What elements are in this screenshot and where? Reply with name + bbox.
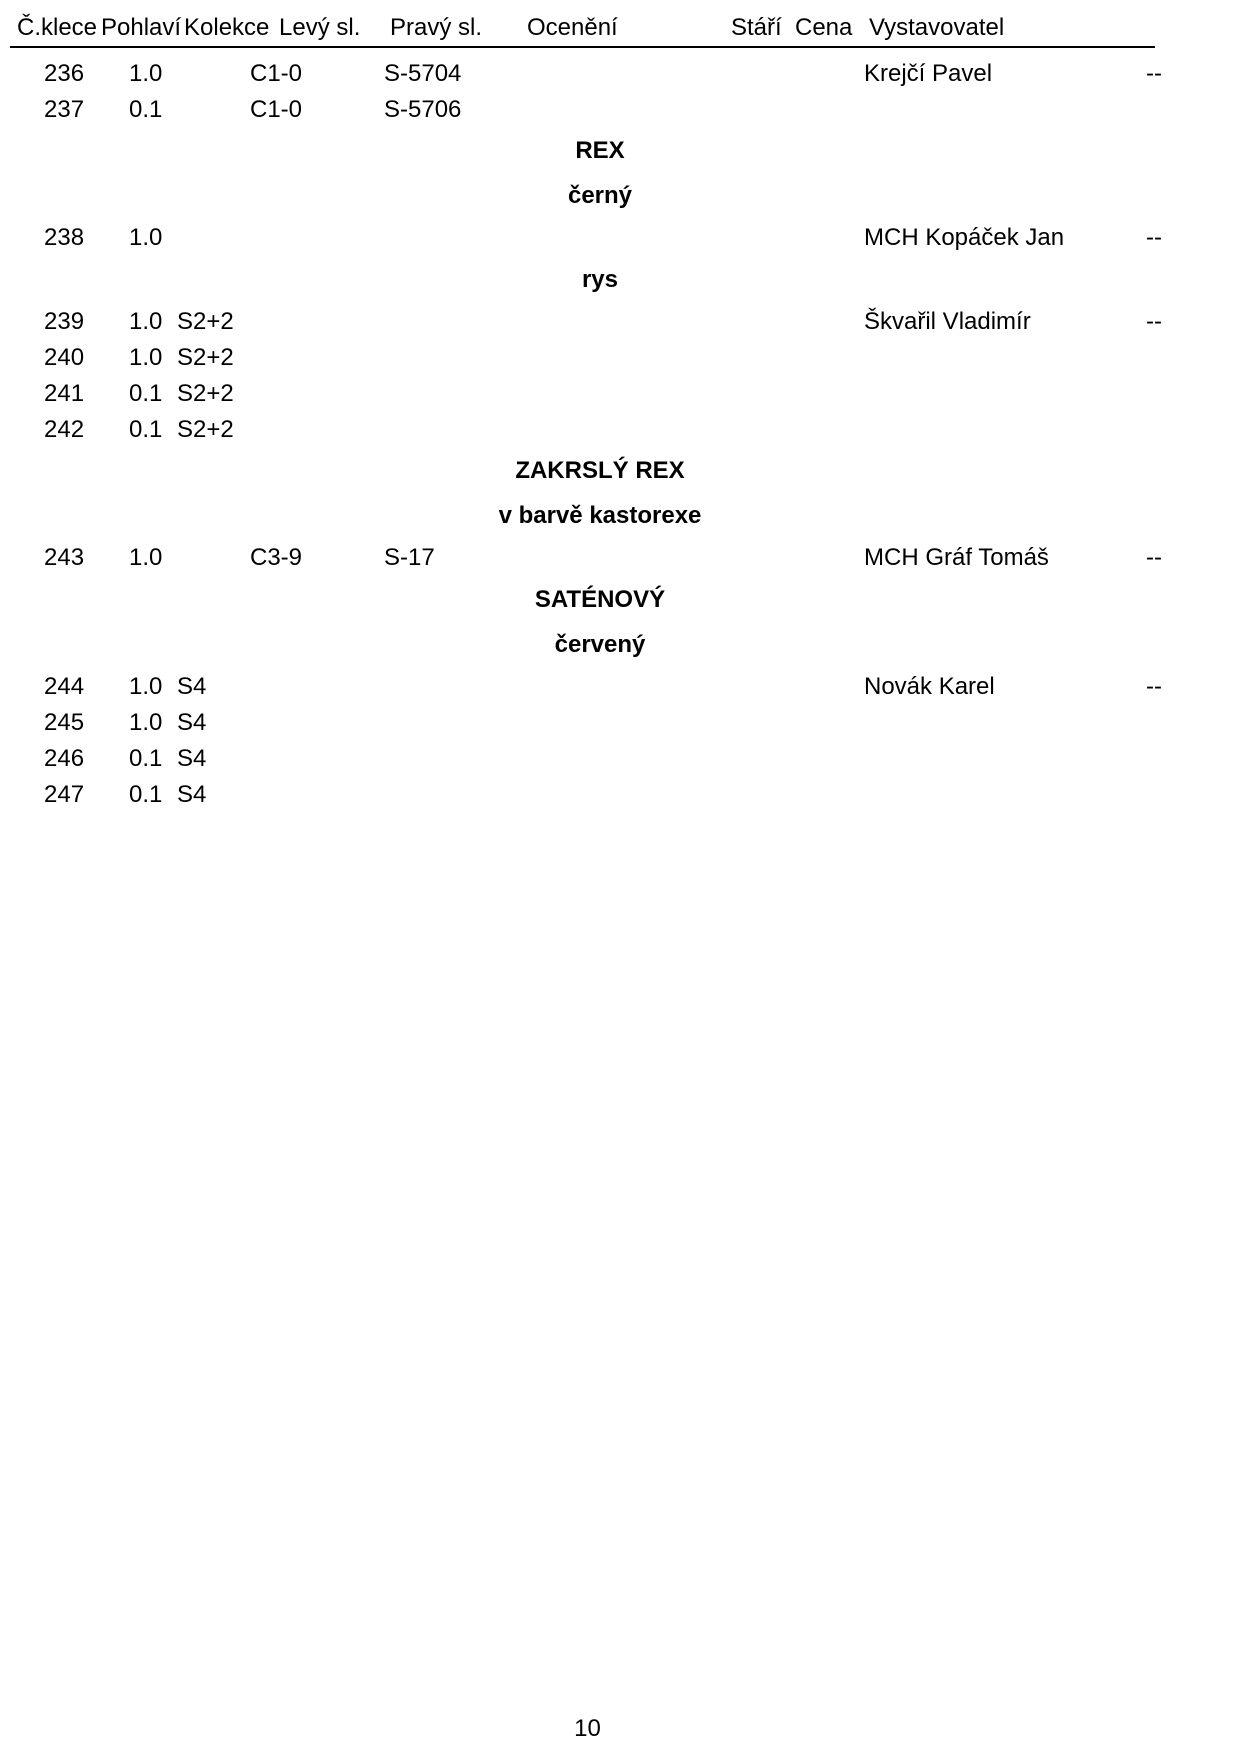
collection: S2+2 [177,416,234,443]
exhibitor: Novák Karel [864,673,995,700]
cage-number: 236 [44,60,85,87]
table-row [0,92,1241,128]
header-col-collection: Kolekce [184,14,270,41]
collection: S2+2 [177,380,234,407]
header-col-left-ear: Levý sl. [279,14,361,41]
section-heading: SATÉNOVÝ [534,586,666,613]
right-ear-tattoo: S-5704 [384,60,462,87]
section-heading: v barvě kastorexe [498,502,702,529]
sex: 1.0 [129,709,163,736]
table-row [0,777,1241,813]
cage-number: 237 [44,96,85,123]
collection: S4 [177,781,207,808]
section-heading: černý [567,182,633,209]
table-row [0,412,1241,448]
right-ear-tattoo: S-5706 [384,96,462,123]
table-row [0,376,1241,412]
cage-number: 243 [44,544,85,571]
header-col-right-ear: Pravý sl. [390,14,483,41]
header-col-award: Ocenění [527,14,618,41]
left-ear-tattoo: C1-0 [250,96,303,123]
cage-number: 240 [44,344,85,371]
sex: 0.1 [129,380,163,407]
sex: 1.0 [129,544,163,571]
sex: 1.0 [129,60,163,87]
sex: 0.1 [129,781,163,808]
price-dash: -- [1146,544,1162,571]
collection: S4 [177,673,207,700]
cage-number: 242 [44,416,85,443]
left-ear-tattoo: C3-9 [250,544,303,571]
left-ear-tattoo: C1-0 [250,60,303,87]
exhibitor: Škvařil Vladimír [864,308,1031,335]
cage-number: 246 [44,745,85,772]
sex: 1.0 [129,673,163,700]
sex: 0.1 [129,416,163,443]
table-row [0,304,1241,340]
header-col-exhibitor: Vystavovatel [869,14,1005,41]
sex: 1.0 [129,344,163,371]
cage-number: 244 [44,673,85,700]
right-ear-tattoo: S-17 [384,544,435,571]
collection: S2+2 [177,344,234,371]
cage-number: 241 [44,380,85,407]
cage-number: 247 [44,781,85,808]
exhibitor: MCH Kopáček Jan [864,224,1065,251]
sex: 0.1 [129,96,163,123]
price-dash: -- [1146,308,1162,335]
sex: 1.0 [129,308,163,335]
header-col-sex: Pohlaví [101,14,182,41]
section-heading: rys [581,266,619,293]
table-row [0,56,1241,92]
sex: 0.1 [129,745,163,772]
price-dash: -- [1146,673,1162,700]
page-number: 10 [574,1715,601,1742]
cage-number: 239 [44,308,85,335]
table-row [0,741,1241,777]
price-dash: -- [1146,224,1162,251]
table-row [0,669,1241,705]
collection: S2+2 [177,308,234,335]
collection: S4 [177,709,207,736]
collection: S4 [177,745,207,772]
section-heading: ZAKRSLÝ REX [515,457,685,484]
price-dash: -- [1146,60,1162,87]
header-divider [10,46,1155,48]
section-heading: REX [575,137,625,164]
header-col-cage: Č.klece [17,14,98,41]
cage-number: 238 [44,224,85,251]
section-heading: červený [554,631,646,658]
table-row [0,705,1241,741]
exhibitor: Krejčí Pavel [864,60,993,87]
sex: 1.0 [129,224,163,251]
table-row [0,220,1241,256]
header-col-price: Cena [795,14,853,41]
header-col-age: Stáří [731,14,782,41]
exhibitor: MCH Gráf Tomáš [864,544,1049,571]
cage-number: 245 [44,709,85,736]
table-row [0,540,1241,576]
table-row [0,340,1241,376]
